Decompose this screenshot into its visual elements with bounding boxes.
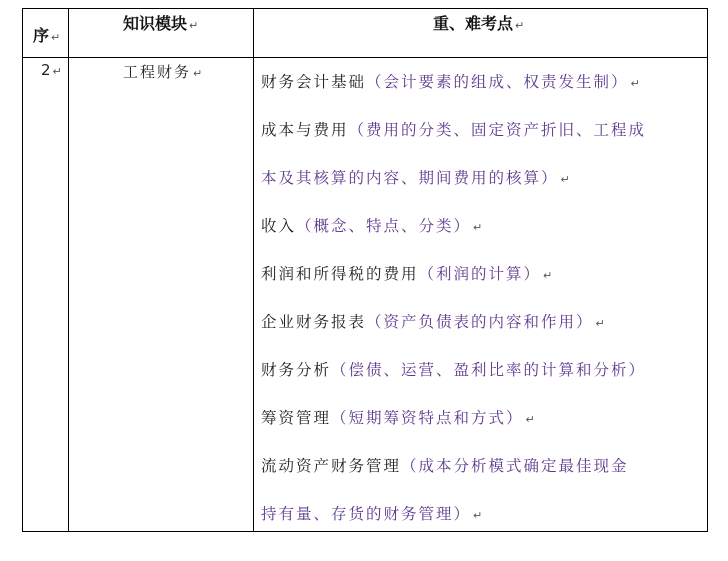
key-point-line <box>261 166 572 188</box>
key-point-detail: （偿债、运营、盈利比率的计算和分析） <box>331 361 647 379</box>
col-divider-2 <box>253 9 254 531</box>
key-point-line <box>261 358 646 380</box>
key-point-line <box>261 262 554 284</box>
key-point-line <box>261 406 537 428</box>
key-point-line <box>261 118 646 140</box>
key-point-detail: （成本分析模式确定最佳现金 <box>401 457 629 475</box>
key-point-topic: 流动资产财务管理 <box>261 457 402 475</box>
key-point-line <box>261 454 629 476</box>
paragraph-mark: ↵ <box>630 77 642 90</box>
col-divider-1 <box>68 9 69 531</box>
key-point-detail: 持有量、存货的财务管理） <box>261 505 472 523</box>
paragraph-mark: ↵ <box>560 173 572 186</box>
paragraph-mark: ↵ <box>543 269 555 282</box>
key-point-line <box>261 214 484 236</box>
paragraph-mark: ↵ <box>525 413 537 426</box>
key-point-detail: （会计要素的组成、权责发生制） <box>366 73 629 91</box>
key-point-detail: （费用的分类、固定资产折旧、工程成 <box>348 121 647 139</box>
key-point-detail: （资产负债表的内容和作用） <box>366 313 594 331</box>
row-module: 工程财务 ↵ <box>123 63 205 81</box>
paragraph-mark: ↵ <box>473 221 485 234</box>
key-point-line <box>261 310 607 332</box>
key-point-line <box>261 502 484 524</box>
knowledge-table <box>22 8 708 532</box>
key-point-topic: 企业财务报表 <box>261 313 367 331</box>
key-point-topic: 利润和所得税的费用 <box>261 265 419 283</box>
paragraph-mark: ↵ <box>473 509 485 522</box>
key-point-topic: 成本与费用 <box>261 121 349 139</box>
key-point-line <box>261 70 642 92</box>
key-point-topic: 财务会计基础 <box>261 73 367 91</box>
paragraph-mark: ↵ <box>595 317 607 330</box>
key-point-topic: 筹资管理 <box>261 409 332 427</box>
key-point-detail: （短期筹资特点和方式） <box>331 409 524 427</box>
key-point-detail: （概念、特点、分类） <box>296 217 472 235</box>
row-seq: 2 ↵ <box>41 61 62 79</box>
header-points: 重、难考点 ↵ <box>433 14 525 33</box>
header-module: 知识模块 ↵ <box>123 14 199 33</box>
key-point-topic: 财务分析 <box>261 361 332 379</box>
header-seq: 序 ↵ <box>33 26 61 45</box>
header-divider <box>23 57 707 58</box>
key-point-topic: 收入 <box>261 217 297 235</box>
key-point-detail: （利润的计算） <box>418 265 542 283</box>
key-point-detail: 本及其核算的内容、期间费用的核算） <box>261 169 559 187</box>
